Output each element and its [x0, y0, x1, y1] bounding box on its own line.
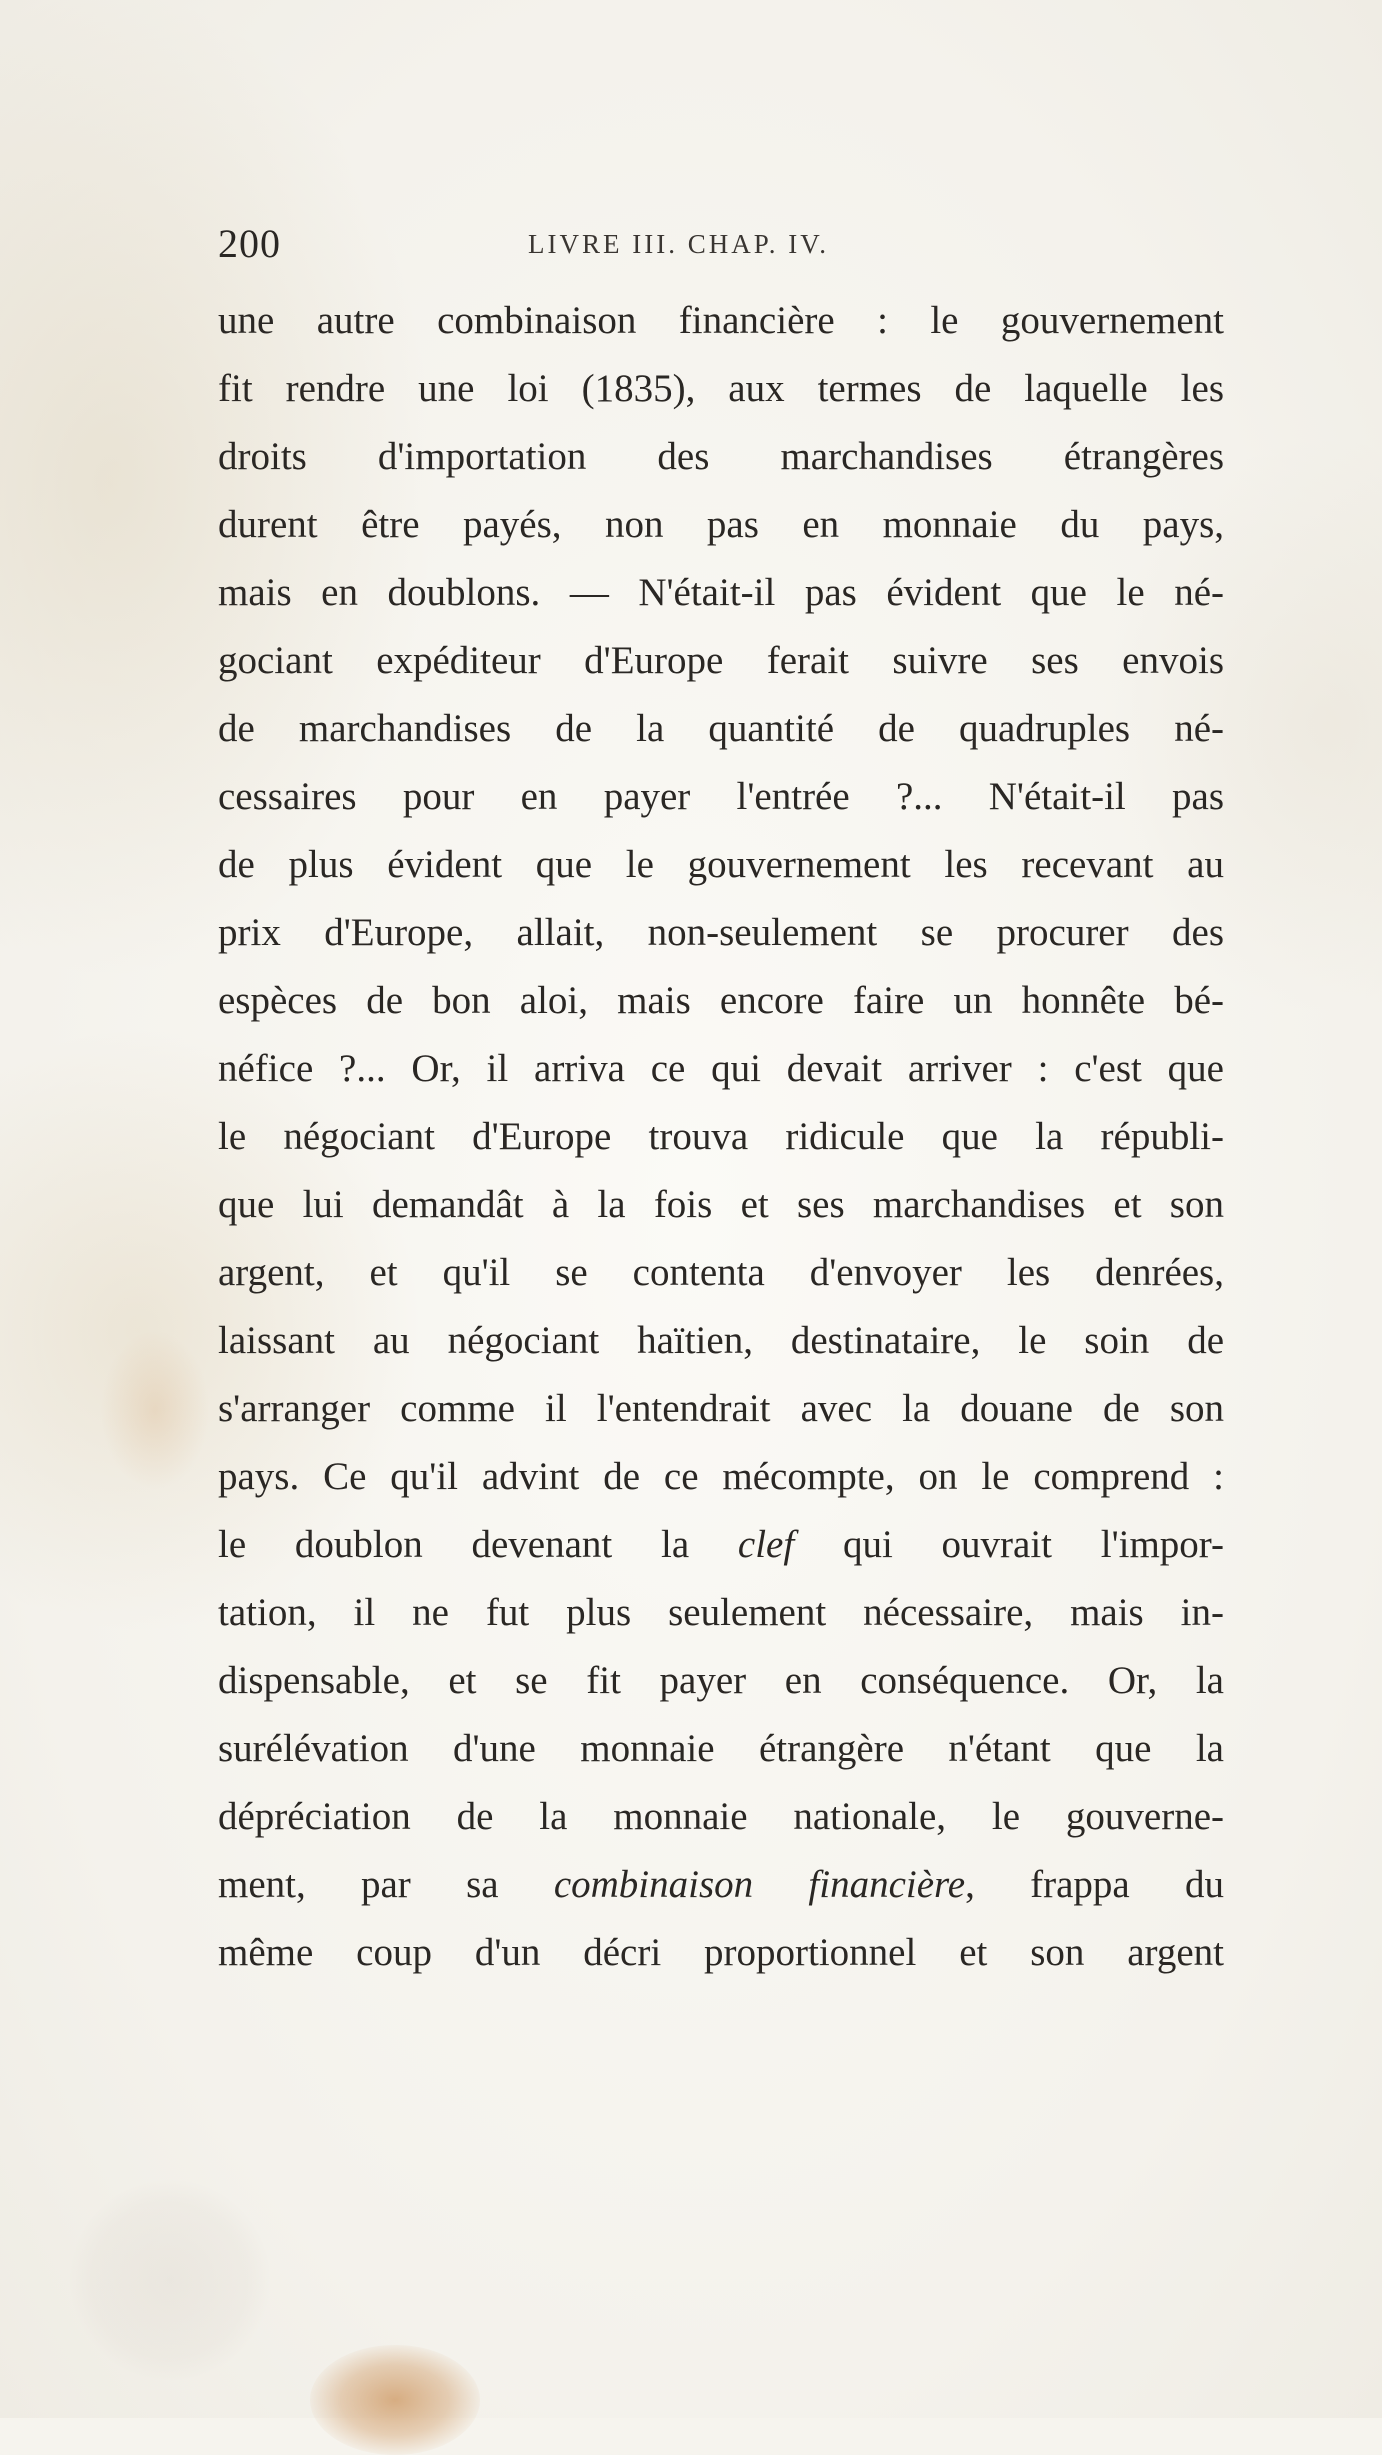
library-stamp-faded [70, 2180, 270, 2380]
text-line: même coup d'un décri proportionnel et son argent [218, 1931, 1224, 1974]
text-line: dispensable, et se fit payer en conséquence. Or, la [218, 1659, 1224, 1702]
text-line: de marchandises de la quantité de quadruples né- [218, 707, 1224, 750]
page-header [218, 222, 1224, 266]
text-line: laissant au négociant haïtien, destinataire, le soin de [218, 1319, 1224, 1362]
text-line: mais en doublons. — N'était-il pas évident que le né- [218, 571, 1224, 614]
text-line: fit rendre une loi (1835), aux termes de laquelle les [218, 367, 1224, 410]
text-line: gociant expéditeur d'Europe ferait suivre ses envois [218, 639, 1224, 682]
text-line: cessaires pour en payer l'entrée ?... N'était-il pas [218, 775, 1224, 818]
text-line: que lui demandât à la fois et ses marchandises et son [218, 1183, 1224, 1226]
text-line: s'arranger comme il l'entendrait avec la douane de son [218, 1387, 1224, 1430]
text-line: néfice ?... Or, il arriva ce qui devait arriver : c'est que [218, 1047, 1224, 1090]
text-run: qui ouvrait l'impor- [794, 1523, 1224, 1566]
body-text [218, 287, 1224, 1987]
text-line: une autre combinaison financière : le gouvernement [218, 299, 1224, 342]
text-line: prix d'Europe, allait, non-seulement se procurer des [218, 911, 1224, 954]
text-line: le négociant d'Europe trouva ridicule que la républi- [218, 1115, 1224, 1158]
text-line: espèces de bon aloi, mais encore faire un honnête bé- [218, 979, 1224, 1022]
text-line: surélévation d'une monnaie étrangère n'étant que la [218, 1727, 1224, 1770]
paper-stain [310, 2345, 480, 2455]
italic-term: clef [737, 1523, 795, 1566]
running-head: LIVRE III. CHAP. IV. [528, 229, 829, 259]
paper-stain [100, 1330, 210, 1490]
text-run: , frappa du [965, 1863, 1224, 1906]
text-line: de plus évident que le gouvernement les recevant au [218, 843, 1224, 886]
text-line: argent, et qu'il se contenta d'envoyer les denrées, [218, 1251, 1224, 1294]
text-line: durent être payés, non pas en monnaie du pays, [218, 503, 1224, 546]
text-line: pays. Ce qu'il advint de ce mécompte, on le comprend : [218, 1455, 1224, 1498]
text-run: ment, par sa [218, 1863, 554, 1906]
text-line [218, 1511, 1224, 1579]
text-line: droits d'importation des marchandises étrangères [218, 435, 1224, 478]
italic-term: combinaison financière [553, 1863, 966, 1906]
text-line [218, 1851, 1224, 1919]
page-number: 200 [218, 221, 281, 266]
text-line: tation, il ne fut plus seulement nécessaire, mais in- [218, 1591, 1224, 1634]
text-line: dépréciation de la monnaie nationale, le gouverne- [218, 1795, 1224, 1838]
text-run: le doublon devenant la [218, 1523, 738, 1566]
